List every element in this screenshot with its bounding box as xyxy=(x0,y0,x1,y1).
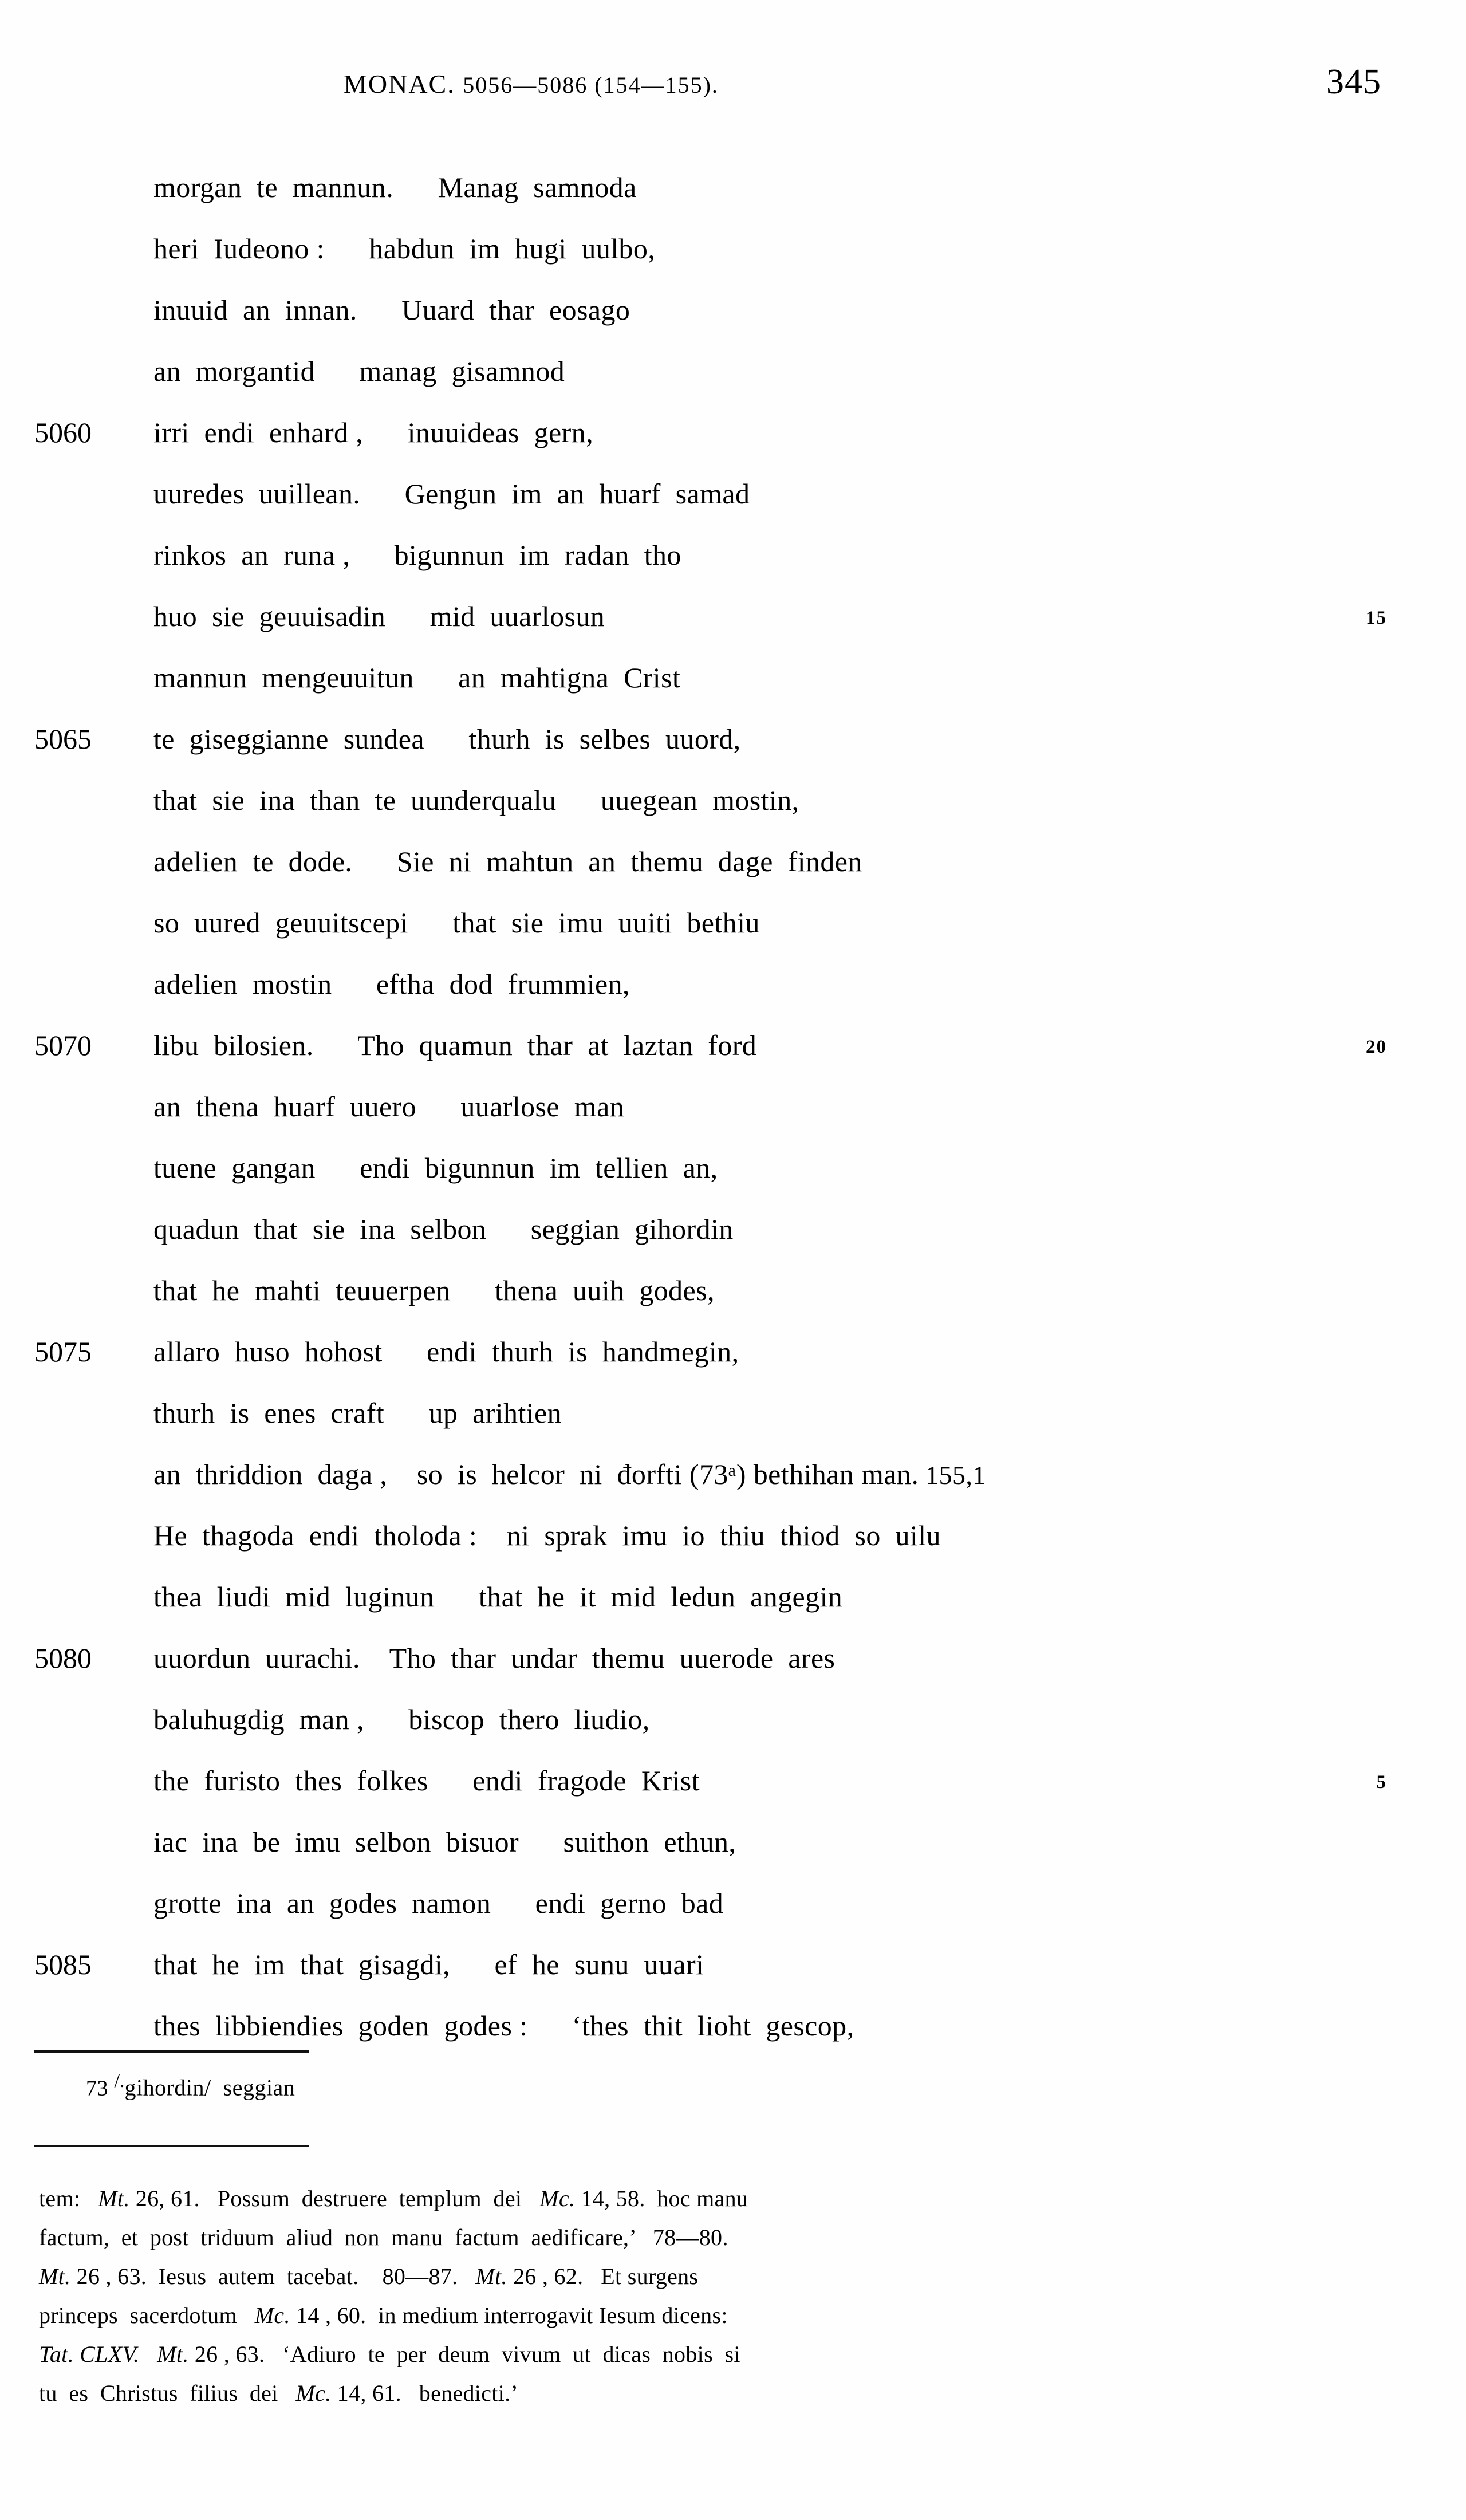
verse-line xyxy=(0,411,1466,472)
verse-text: an thena huarf uuero uuarlose man xyxy=(153,1090,625,1123)
running-head-manuscript: MONAC. xyxy=(344,69,455,99)
verse-text: thes libbiendies goden godes : ‘thes thit lioht gescop, xyxy=(153,2010,854,2042)
verse-text: te giseggianne sundea thurh is selbes uuord, xyxy=(153,723,741,755)
apparatus-text: tem: xyxy=(39,2186,98,2211)
verse-line xyxy=(0,656,1466,718)
footnote-line-number: 73 xyxy=(86,2076,108,2101)
verse-line xyxy=(0,1147,1466,1208)
verse-text: huo sie geuuisadin mid uuarlosun xyxy=(153,600,605,632)
verse-line xyxy=(0,840,1466,901)
apparatus-sigil: Mt. xyxy=(475,2263,507,2289)
running-head-verse-range: 5056—5086 (154—155). xyxy=(463,72,719,98)
inline-manuscript-reference: 155,1 xyxy=(919,1460,986,1490)
verse-text: adelien te dode. Sie ni mahtun an themu dage finden xyxy=(153,845,862,877)
apparatus-line xyxy=(39,2296,1425,2335)
verse-text: that he im that gisagdi, ef he sunu uuari xyxy=(153,1948,704,1980)
verse-text: uuordun uurachi. Tho thar undar themu uuerode ares xyxy=(153,1642,836,1674)
footnote-variant: gihordin/ xyxy=(124,2074,211,2101)
verse-number: 5070 xyxy=(34,1029,92,1061)
verse-line xyxy=(0,1453,1466,1514)
verse-text: thurh is enes craft up arihtien xyxy=(153,1397,562,1429)
apparatus-line xyxy=(39,2257,1425,2296)
verse-text: morgan te mannun. Manag samnoda xyxy=(153,171,637,203)
verse-text: rinkos an runa , bigunnun im radan tho xyxy=(153,539,681,571)
apparatus-sigil: Mt. xyxy=(98,2186,130,2211)
verse-number: 5085 xyxy=(34,1948,92,1980)
verse-line xyxy=(0,1759,1466,1821)
apparatus-text: 26 , 62. Et surgens xyxy=(507,2263,699,2289)
apparatus-text: 14, 61. benedicti.’ xyxy=(331,2380,519,2406)
footnote-marker: /. xyxy=(114,2070,125,2092)
verse-text: that he mahti teuuerpen thena uuih godes, xyxy=(153,1274,715,1306)
verse-number: 5065 xyxy=(34,723,92,755)
verse-text: He thagoda endi tholoda : ni sprak imu io thiu thiod so uilu xyxy=(153,1519,941,1552)
verse-text: the furisto thes folkes endi fragode Krist xyxy=(153,1765,700,1797)
footnote-rule-bottom xyxy=(34,2145,309,2147)
verse-line xyxy=(0,595,1466,656)
apparatus-text: 26, 61. Possum destruere templum dei xyxy=(129,2186,540,2211)
verse-text: so uured geuuitscepi that sie imu uuiti bethiu xyxy=(153,907,760,939)
verse-number: 5080 xyxy=(34,1642,92,1674)
apparatus-text: 26 , 63. ‘Adiuro te per deum vivum ut dicas nobis si xyxy=(188,2341,740,2367)
verse-line xyxy=(0,1208,1466,1269)
verse-line xyxy=(0,1882,1466,1943)
running-head-title xyxy=(344,69,719,99)
apparatus-sigil: Mt. xyxy=(157,2341,189,2367)
verse-text: irri endi enhard , inuuideas gern, xyxy=(153,416,593,448)
apparatus-sigil: Mc. xyxy=(295,2380,332,2406)
apparatus-line xyxy=(39,2335,1425,2374)
verse-line xyxy=(0,1698,1466,1759)
verse-text: quadun that sie ina selbon seggian gihordin xyxy=(153,1213,734,1245)
apparatus-text: 14, 58. hoc manu xyxy=(575,2186,748,2211)
verse-line xyxy=(0,1943,1466,2005)
verse-line xyxy=(0,1576,1466,1637)
apparatus-line xyxy=(39,2179,1425,2218)
margin-line-counter: 15 xyxy=(1366,608,1387,628)
verse-line xyxy=(0,1024,1466,1085)
verse-line xyxy=(0,2005,1466,2066)
verse-number: 5060 xyxy=(34,416,92,448)
verse-text: allaro huso hohost endi thurh is handmegin, xyxy=(153,1336,739,1368)
apparatus-text: tu es Christus filius dei xyxy=(39,2380,296,2406)
verse-text: tuene gangan endi bigunnun im tellien an, xyxy=(153,1152,718,1184)
verse-line xyxy=(0,1330,1466,1392)
apparatus-sigil: Mc. xyxy=(254,2302,290,2328)
verse-text: mannun mengeuuitun an mahtigna Crist xyxy=(153,662,681,694)
verse-text: inuuid an innan. Uuard thar eosago xyxy=(153,294,630,326)
verse-line xyxy=(0,227,1466,289)
verse-line xyxy=(0,472,1466,534)
apparatus-text: 14 , 60. in medium interrogavit Iesum dicens: xyxy=(290,2302,728,2328)
variant-footnote xyxy=(86,2070,295,2101)
apparatus-line xyxy=(39,2374,1425,2413)
verse-text: uuredes uuillean. Gengun im an huarf samad xyxy=(153,478,750,510)
margin-line-counter: 20 xyxy=(1366,1037,1387,1057)
verse-line xyxy=(0,534,1466,595)
verse-text: libu bilosien. Tho quamun thar at laztan ford xyxy=(153,1029,757,1061)
apparatus-sigil: Mc. xyxy=(539,2186,576,2211)
apparatus-line xyxy=(39,2218,1425,2257)
verse-line xyxy=(0,1269,1466,1330)
footnote-lemma: seggian xyxy=(223,2074,295,2101)
source-apparatus xyxy=(39,2179,1425,2413)
verse-line xyxy=(0,1392,1466,1453)
verse-text: heri Iudeono : habdun im hugi uulbo, xyxy=(153,233,656,265)
apparatus-text: 26 , 63. Iesus autem tacebat. 80—87. xyxy=(70,2263,476,2289)
verse-line xyxy=(0,1514,1466,1576)
apparatus-text xyxy=(139,2341,157,2367)
apparatus-sigil: Mt. xyxy=(39,2263,71,2289)
page-number: 345 xyxy=(1326,62,1381,101)
verse-line xyxy=(0,350,1466,411)
verse-line xyxy=(0,1637,1466,1698)
apparatus-sigil: Tat. CLXV. xyxy=(39,2341,140,2367)
verse-line xyxy=(0,166,1466,227)
verse-text: baluhugdig man , biscop thero liudio, xyxy=(153,1703,650,1735)
verse-line xyxy=(0,1821,1466,1882)
margin-line-counter: 5 xyxy=(1376,1772,1387,1793)
verse-number: 5075 xyxy=(34,1336,92,1368)
apparatus-text: princeps sacerdotum xyxy=(39,2302,255,2328)
verse-line xyxy=(0,963,1466,1024)
verse-text: that sie ina than te uunderqualu uuegean mostin, xyxy=(153,784,799,816)
running-head xyxy=(0,62,1466,109)
verse-text: an morgantid manag gisamnod xyxy=(153,355,565,387)
verse-line xyxy=(0,289,1466,350)
footnote-rule-top xyxy=(34,2050,309,2053)
verse-text: adelien mostin eftha dod frummien, xyxy=(153,968,630,1000)
apparatus-text: factum, et post triduum aliud non manu factum aedificare,’ 78—80. xyxy=(39,2224,728,2250)
verse-line xyxy=(0,901,1466,963)
verse-text: an thriddion daga , so is helcor ni đorfti (73ᵃ) bethihan man. 155,1 xyxy=(153,1458,986,1490)
verse-line xyxy=(0,1085,1466,1147)
verse-text: thea liudi mid luginun that he it mid ledun angegin xyxy=(153,1581,843,1613)
verse-line xyxy=(0,718,1466,779)
verse-block xyxy=(0,166,1466,2066)
verse-text: iac ina be imu selbon bisuor suithon ethun, xyxy=(153,1826,736,1858)
verse-line xyxy=(0,779,1466,840)
verse-text: grotte ina an godes namon endi gerno bad xyxy=(153,1887,724,1919)
